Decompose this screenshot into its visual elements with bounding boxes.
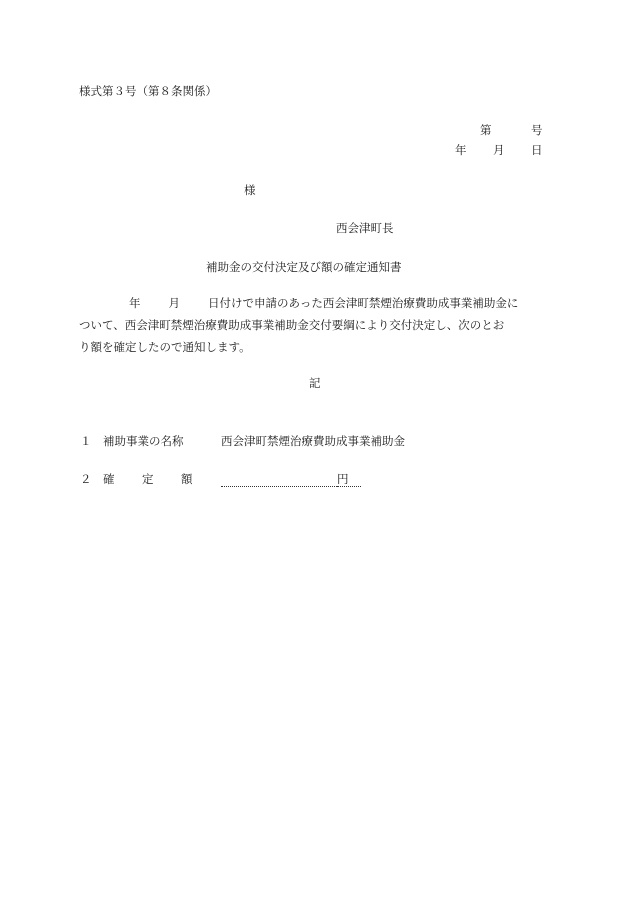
amount-blank-line	[221, 486, 337, 487]
item-1-label: 補助事業の名称	[103, 434, 184, 448]
ki-heading: 記	[309, 376, 321, 390]
item-2-label-char-3: 額	[181, 472, 193, 486]
body-year: 年	[129, 296, 141, 310]
date-month: 月	[493, 143, 505, 157]
item-2-number: ２	[80, 472, 92, 486]
body-line-1-text: 日付けで申請のあった西会津町禁煙治療費助成事業補助金に	[208, 296, 519, 310]
item-1-value: 西会津町禁煙治療費助成事業補助金	[221, 434, 405, 448]
item-1-number: １	[80, 434, 92, 448]
amount-unit-underline	[337, 486, 361, 487]
issuer-name: 西会津町長	[336, 221, 394, 235]
item-2-label-char-2: 定	[142, 472, 154, 486]
item-2-label-char-1: 確	[103, 472, 115, 486]
document-number-prefix: 第	[480, 123, 492, 137]
body-line-3: り額を確定したので通知します。	[79, 340, 251, 354]
date-year: 年	[455, 143, 467, 157]
form-number: 様式第３号（第８条関係）	[79, 84, 217, 98]
date-day: 日	[531, 143, 543, 157]
body-line-2: ついて、西会津町禁煙治療費助成事業補助金交付要綱により交付決定し、次のとお	[79, 318, 505, 332]
document-number-suffix: 号	[531, 123, 543, 137]
document-title: 補助金の交付決定及び額の確定通知書	[206, 260, 402, 274]
body-month: 月	[168, 296, 180, 310]
body-line-1	[79, 298, 518, 310]
amount-unit: 円	[337, 472, 349, 486]
recipient-honorific: 様	[244, 183, 256, 197]
